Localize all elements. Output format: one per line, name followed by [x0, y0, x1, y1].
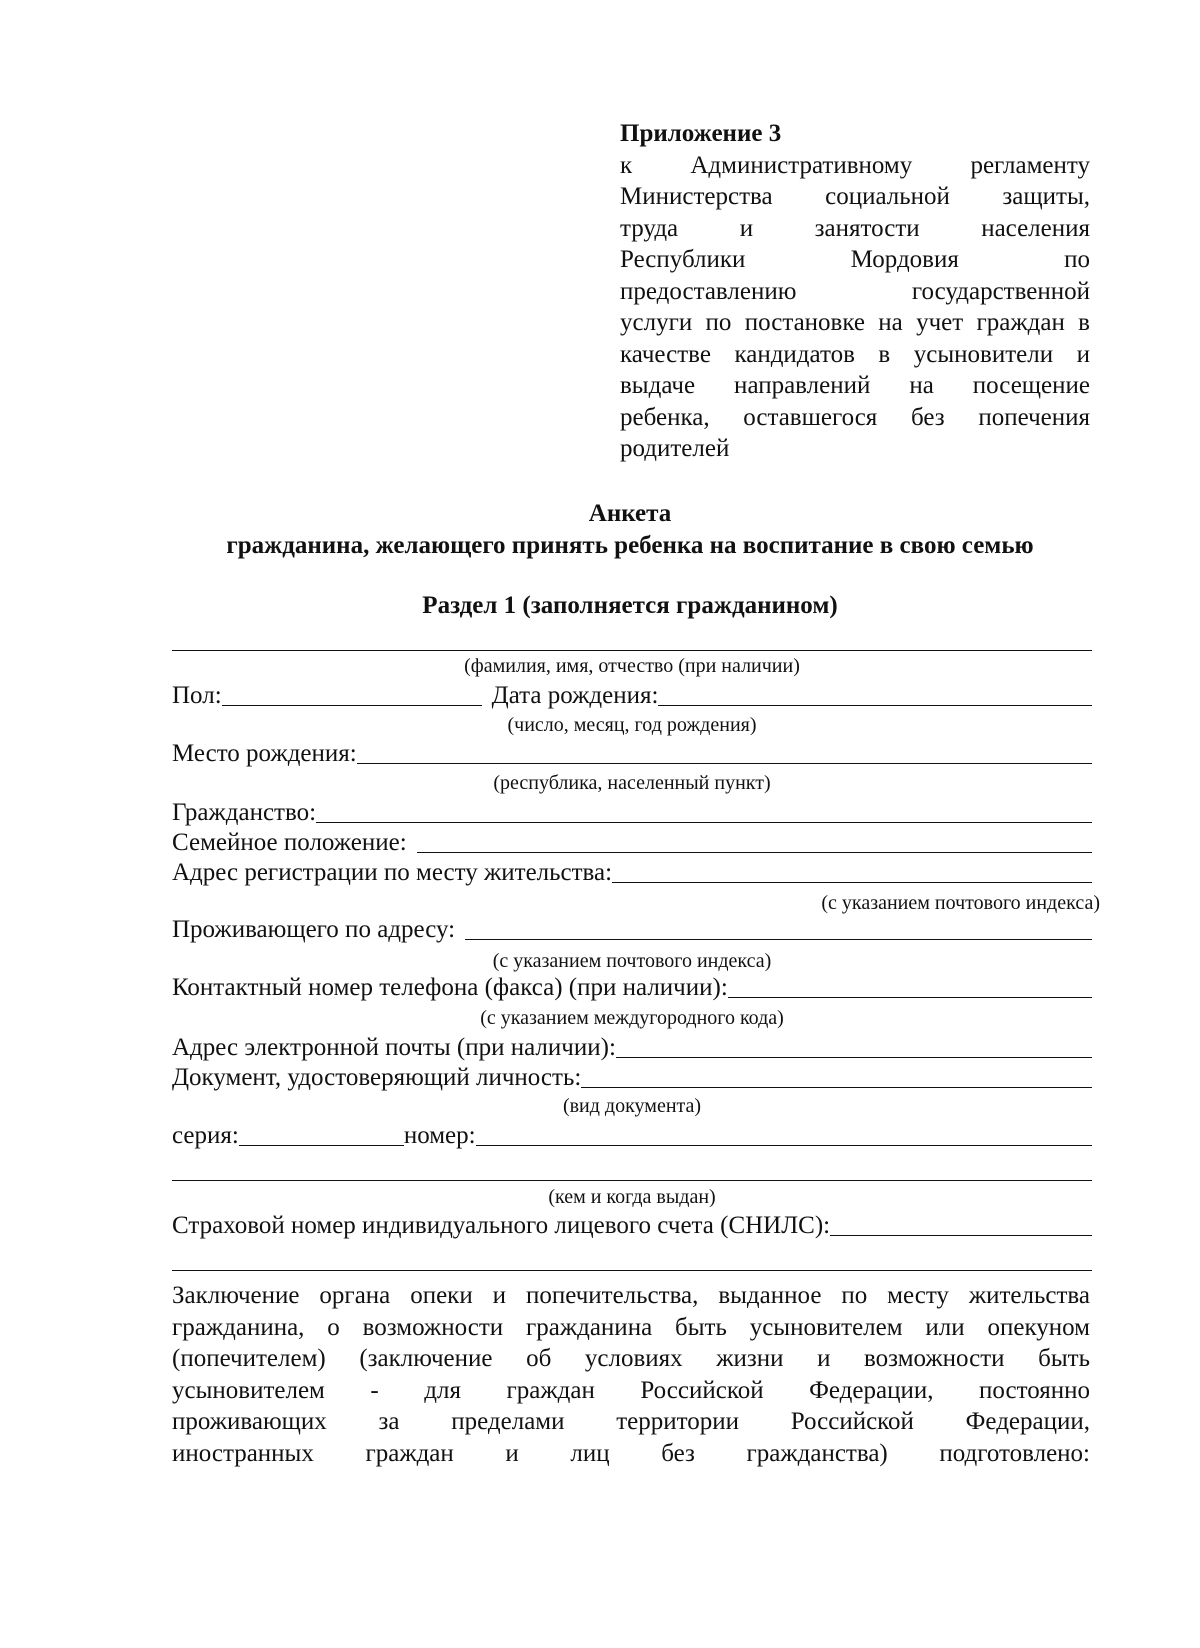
series-number-row: [172, 1118, 1092, 1150]
reg-address-field[interactable]: [612, 858, 1092, 883]
snils-label: Страховой номер индивидуального лицевого счета (СНИЛС):: [172, 1212, 831, 1239]
appendix-line: предоставлению государственной: [620, 277, 1090, 305]
citizenship-field[interactable]: [316, 798, 1092, 823]
appendix-line: к Административному регламенту: [620, 151, 1090, 179]
live-address-field[interactable]: [465, 915, 1092, 940]
fio-field[interactable]: [172, 650, 1092, 651]
appendix-line: Министерства социальной защиты,: [620, 183, 1090, 210]
number-field[interactable]: [476, 1121, 1092, 1146]
birthplace-label: Место рождения:: [172, 740, 357, 767]
citizenship-label: Гражданство:: [172, 799, 317, 826]
email-row: [172, 1030, 1092, 1062]
appendix-block: [620, 118, 1090, 465]
citizenship-row: [172, 795, 1092, 827]
birthdate-hint: (число, месяц, год рождения): [507, 714, 757, 736]
reg-address-label: Адрес регистрации по месту жительства:: [172, 859, 613, 886]
issued-hint: (кем и когда выдан): [548, 1186, 716, 1208]
birthplace-row: [172, 736, 1092, 768]
issued-field[interactable]: [172, 1180, 1092, 1181]
paragraph-line: усыновителем - для граждан Российской Федерации, постоянно: [172, 1376, 1090, 1404]
birthplace-field[interactable]: [357, 739, 1092, 764]
appendix-line: труда и занятости населения: [620, 214, 1090, 242]
snils-row: [172, 1208, 1092, 1240]
reg-address-row: [172, 855, 1092, 887]
paragraph-line: иностранных граждан и лиц без гражданства) подготовлено:: [172, 1439, 1090, 1467]
section-heading: Раздел 1 (заполняется гражданином): [422, 592, 838, 619]
email-label: Адрес электронной почты (при наличии):: [172, 1034, 616, 1061]
appendix-title: Приложение 3: [620, 120, 782, 147]
gender-label: Пол:: [172, 682, 222, 709]
series-label: серия:: [172, 1122, 239, 1149]
snils-extra-field[interactable]: [172, 1270, 1092, 1271]
number-label: номер:: [403, 1122, 476, 1149]
appendix-line: качестве кандидатов в усыновители и: [620, 340, 1090, 368]
form-heading: Анкета: [588, 500, 672, 527]
series-field[interactable]: [239, 1121, 404, 1146]
id-doc-field[interactable]: [581, 1063, 1092, 1088]
marital-field[interactable]: [417, 828, 1092, 853]
paragraph-line: (попечителем) (заключение об условиях жизни и возможности быть: [172, 1345, 1090, 1372]
appendix-line: родителей: [620, 435, 730, 462]
live-address-label: Проживающего по адресу:: [172, 916, 456, 943]
paragraph-line: гражданина, о возможности гражданина быть усыновителем или опекуном: [172, 1313, 1090, 1341]
phone-field[interactable]: [728, 973, 1092, 998]
paragraph-line: Заключение органа опеки и попечительства, выданное по месту жительства: [172, 1282, 1090, 1309]
appendix-line: выдаче направлений на посещение: [620, 372, 1090, 399]
appendix-line: ребенка, оставшегося без попечения: [620, 403, 1090, 431]
reg-address-hint: (с указанием почтового индекса): [821, 892, 1100, 914]
id-doc-hint: (вид документа): [562, 1095, 702, 1117]
id-doc-label: Документ, удостоверяющий личность:: [172, 1064, 582, 1091]
paragraph-line: проживающих за пределами территории Российской Федерации,: [172, 1408, 1090, 1435]
phone-label: Контактный номер телефона (факса) (при наличии):: [172, 974, 728, 1001]
marital-label: Семейное положение:: [172, 829, 407, 856]
conclusion-paragraph: [172, 1280, 1090, 1469]
fio-hint: (фамилия, имя, отчество (при наличии): [464, 655, 800, 677]
birthdate-label: Дата рождения:: [491, 682, 659, 709]
gender-birthdate-row: [172, 678, 1092, 710]
snils-field[interactable]: [830, 1211, 1092, 1236]
id-doc-row: [172, 1060, 1092, 1092]
phone-hint: (с указанием междугородного кода): [480, 1007, 784, 1029]
appendix-line: Республики Мордовия по: [620, 246, 1090, 273]
phone-row: [172, 970, 1092, 1002]
appendix-line: услуги по постановке на учет граждан в: [620, 309, 1090, 336]
gender-field[interactable]: [222, 681, 482, 706]
live-address-hint: (с указанием почтового индекса): [492, 950, 772, 972]
form-subheading: гражданина, желающего принять ребенка на воспитание в свою семью: [226, 532, 1034, 559]
birthplace-hint: (республика, населенный пункт): [493, 772, 771, 794]
marital-row: [172, 825, 1092, 857]
live-address-row: [172, 912, 1092, 944]
email-field[interactable]: [616, 1033, 1092, 1058]
birthdate-field[interactable]: [658, 681, 1092, 706]
